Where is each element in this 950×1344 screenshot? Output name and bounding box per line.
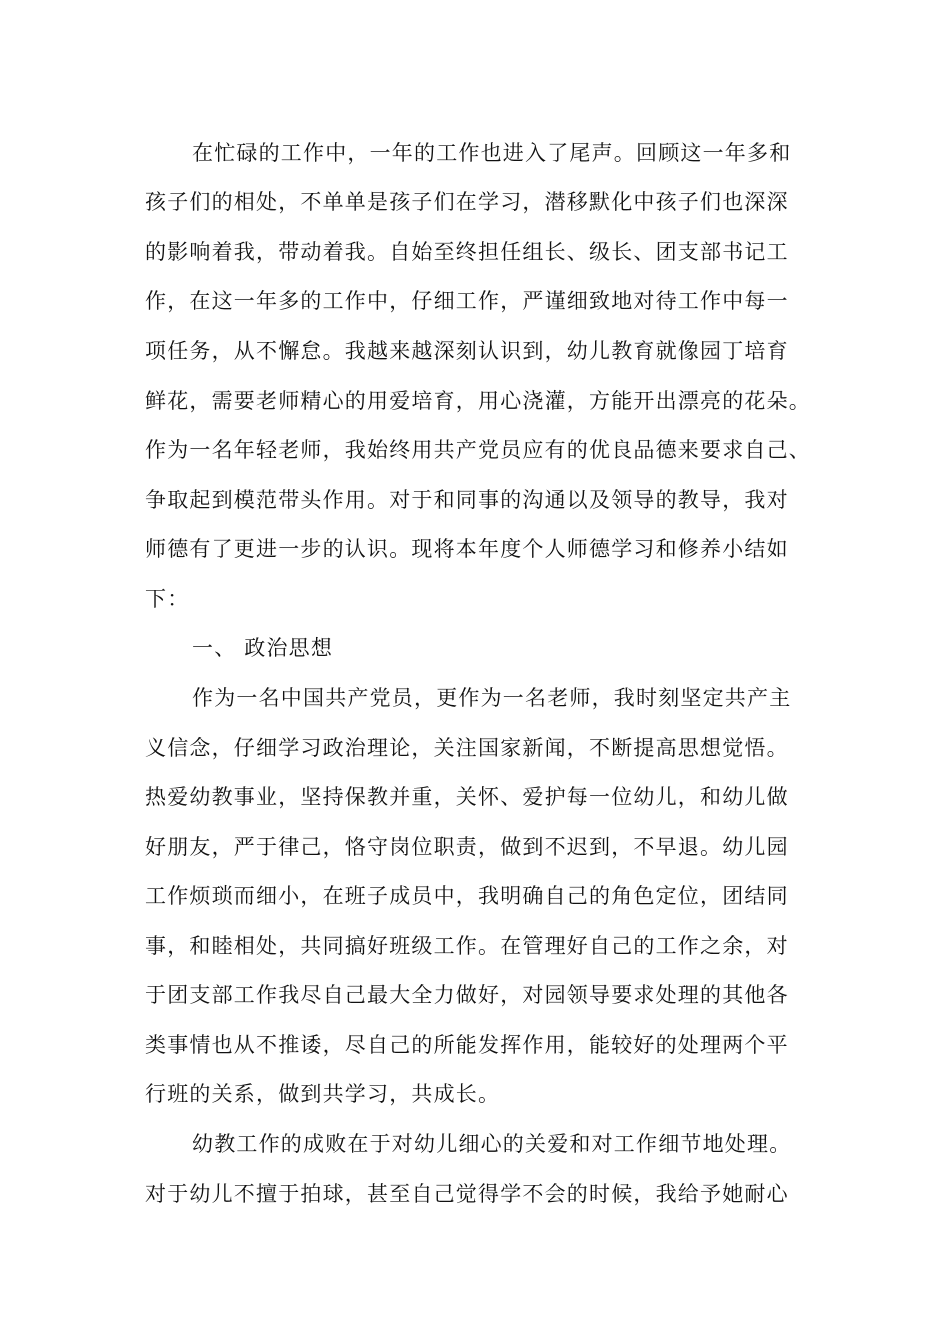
- paragraph-line: 义信念，仔细学习政治理论，关注国家新闻，不断提高思想觉悟。: [145, 736, 789, 760]
- paragraph-line: 的影响着我，带动着我。自始至终担任组长、级长、团支部书记工: [145, 240, 789, 264]
- paragraph-line: 热爱幼教事业，坚持保教并重，关怀、爱护每一位幼儿，和幼儿做: [145, 785, 789, 809]
- paragraph-line: 项任务，从不懈怠。我越来越深刻认识到，幼儿教育就像园丁培育: [145, 339, 789, 363]
- paragraph-line: 工作烦琐而细小，在班子成员中，我明确自己的角色定位，团结同: [145, 884, 789, 908]
- paragraph-line: 下：: [145, 587, 190, 611]
- paragraph-line: 事，和睦相处，共同搞好班级工作。在管理好自己的工作之余，对: [145, 934, 789, 958]
- paragraph-line: 作，在这一年多的工作中，仔细工作，严谨细致地对待工作中每一: [145, 289, 789, 313]
- paragraph-line: 孩子们的相处，不单单是孩子们在学习，潜移默化中孩子们也深深: [145, 190, 789, 214]
- paragraph-line: 在忙碌的工作中，一年的工作也进入了尾声。回顾这一年多和: [192, 141, 792, 165]
- paragraph-line: 于团支部工作我尽自己最大全力做好，对园领导要求处理的其他各: [145, 983, 789, 1007]
- section-heading: 一、 政治思想: [192, 636, 334, 660]
- paragraph-line: 行班的关系，做到共学习，共成长。: [145, 1082, 501, 1106]
- paragraph-line: 好朋友，严于律己，恪守岗位职责，做到不迟到，不早退。幼儿园: [145, 835, 789, 859]
- paragraph-line: 鲜花，需要老师精心的用爱培育，用心浇灌，方能开出漂亮的花朵。: [145, 389, 811, 413]
- paragraph-line: 作为一名中国共产党员，更作为一名老师，我时刻坚定共产主: [192, 686, 792, 710]
- paragraph-line: 争取起到模范带头作用。对于和同事的沟通以及领导的教导，我对: [145, 488, 789, 512]
- paragraph-line: 幼教工作的成败在于对幼儿细心的关爱和对工作细节地处理。: [192, 1132, 792, 1156]
- paragraph-line: 类事情也从不推诿，尽自己的所能发挥作用，能较好的处理两个平: [145, 1033, 789, 1057]
- paragraph-line: 师德有了更进一步的认识。现将本年度个人师德学习和修养小结如: [145, 537, 789, 561]
- paragraph-line: 作为一名年轻老师，我始终用共产党员应有的优良品德来要求自己、: [145, 438, 811, 462]
- paragraph-line: 对于幼儿不擅于拍球，甚至自己觉得学不会的时候，我给予她耐心: [145, 1182, 789, 1206]
